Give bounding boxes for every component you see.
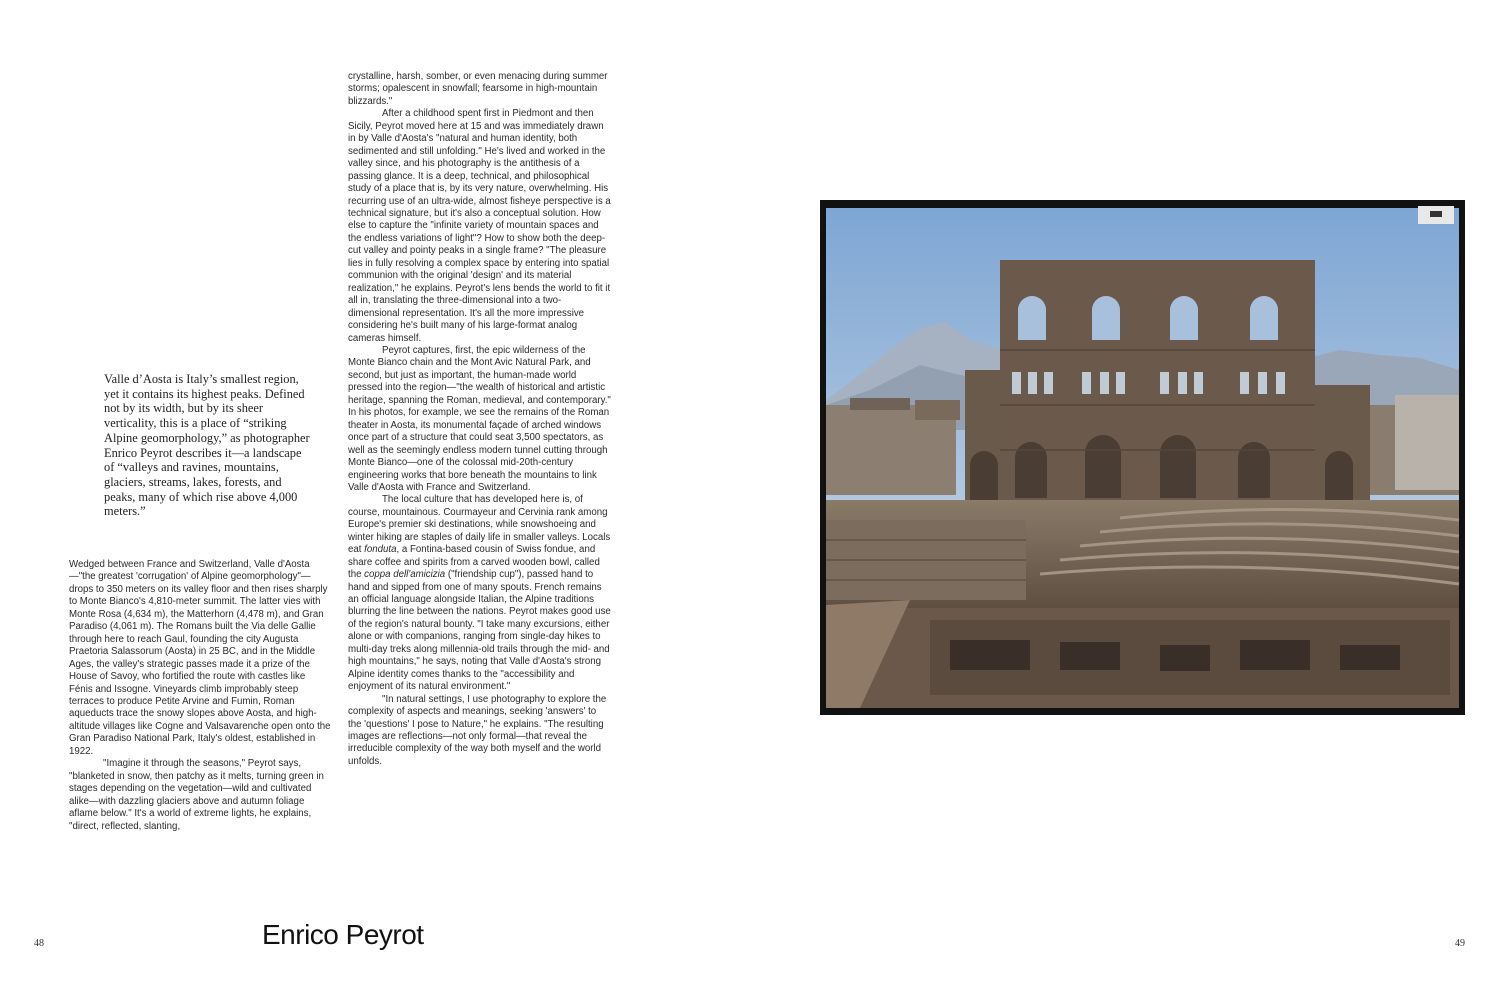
paragraph: crystalline, harsh, somber, or even menacing during summer storms; opalescent in snowfall; fearsome in high-mountain blizzards." bbox=[348, 71, 608, 107]
text-run: , a Fontina-based cousin of Swiss fondue, and share coffee and spirits from a carved wooden bowl, called the bbox=[348, 544, 600, 581]
paragraph: "In natural settings, I use photography to explore the complexity of aspects and meanings, seeking 'answers' to the 'questions' I pose to Nature," he explains. "The resulting images are reflections—not only formal—that reveal the irreducible complexity of the way both myself and the world unfolds. bbox=[348, 693, 607, 767]
paragraph: After a childhood spent first in Piedmont and then Sicily, Peyrot moved here at 15 and was immediately drawn in by Valle d'Aosta's "natural and human identity, both sedimented and still unfolding." He's lived and worked in the valley since, and his photography is the antithesis of a passing glance. It is a deep, technical, and philosophical study of a place that is, by its very nature, overwhelming. His recurring use of an ultra-wide, almost fisheye perspective is a technical signature, but it's also a conceptual solution. How else to capture the "infinite variety of mountain spaces and the endless variations of light"? How to show both the deep-cut valley and pointy peaks in a single frame? "The pleasure lies in fully resolving a complex space by entering into spatial communion with the original 'design' and its material realization," he explains. Peyrot's lens bends the world to fit it all in, translating the three-dimensional into a two-dimensional representation. It's all the more impressive considering he's built many of his large-format analog cameras himself. bbox=[348, 108, 611, 344]
italic-term: coppa dell'amicizia bbox=[364, 569, 446, 581]
italic-term: fonduta bbox=[364, 544, 397, 556]
page-number-right: 49 bbox=[1455, 938, 1465, 949]
text-run: The local culture that has developed here is, of course, mountainous. Courmayeur and Cervinia rank among Europe's premier ski destinations, while snowshoeing and winter hiking are staples of daily life in smaller valleys. Locals eat bbox=[348, 494, 611, 556]
author-name: Enrico Peyrot bbox=[262, 919, 424, 950]
pull-quote: Valle d’Aosta is Italy’s smallest region, yet it contains its highest peaks. Defined not by its width, but by its sheer verticality, this is a place of “striking Alpine geomorphology,” as photographer Enrico Peyrot describes it—a landscape of “valleys and ravines, mountains, glaciers, streams, lakes, forests, and peaks, many of which rise above 4,000 meters.” bbox=[104, 372, 310, 519]
paragraph: Peyrot captures, first, the epic wilderness of the Monte Bianco chain and the Mont Avic Natural Park, and second, but just as important, the human-made world pressed into the region—"the wealth of historical and artistic heritage, spanning the Roman, medieval, and contemporary." In his photos, for example, we see the remains of the Roman theater in Aosta, its monumental façade of arched windows once part of a structure that could seat 3,500 spectators, as well as the seemingly endless modern tunnel cutting through Monte Bianco—one of the colossal mid-20th-century engineering works that bore beneath the mountains to link Valle d'Aosta with France and Switzerland. bbox=[348, 344, 611, 493]
page-number-left: 48 bbox=[34, 938, 44, 949]
paragraph bbox=[348, 494, 612, 693]
text-run: ("friendship cup"), passed hand to hand and sipped from one of many spouts. French remains an official language alongside Italian, the Alpine traditions blurring the line between the nations. Peyrot makes good use of the region's natural bounty. "I take many excursions, either alone or with companions, ranging from single-day hikes to multi-day treks along millennia-old trails through the mid- and high mountains," he says, noting that Valle d'Aosta's strong Alpine identity comes thanks to the "accessibility and enjoyment of its natural environment." bbox=[348, 569, 611, 693]
roman-theater-photo bbox=[820, 200, 1465, 715]
paragraph: Wedged between France and Switzerland, Valle d'Aosta—"the greatest 'corrugation' of Alpine geomorphology"—drops to 350 meters on its valley floor and then rises sharply to Monte Bianco's 4,810-meter summit. The latter vies with Monte Rosa (4,634 m), the Matterhorn (4,478 m), and Gran Paradiso (4,061 m). The Romans built the Via delle Gallie through here to reach Gaul, founding the city Augusta Praetoria Salassorum (Aosta) in 25 BC, and in the Middle Ages, the valley's strategic passes made it a prize of the House of Savoy, who fortified the route with castles like Fénis and Issogne. Vineyards climb improbably steep terraces to produce Petite Arvine and Fumin, Roman aqueducts trace the snowy slopes above Aosta, and high-altitude villages like Cogne and Valsavarenche open onto the Gran Paradiso National Park, Italy's oldest, established in 1922. bbox=[69, 559, 331, 757]
body-column-right bbox=[348, 71, 612, 768]
paragraph: "Imagine it through the seasons," Peyrot says, "blanketed in snow, then patchy as it melts, turning green in stages depending on the vegetation—wild and cultivated alike—with dazzling glaciers above and autumn foliage aflame below." It's a world of extreme lights, he explains, "direct, reflected, slanting, bbox=[69, 758, 324, 832]
body-column-left bbox=[69, 559, 331, 833]
